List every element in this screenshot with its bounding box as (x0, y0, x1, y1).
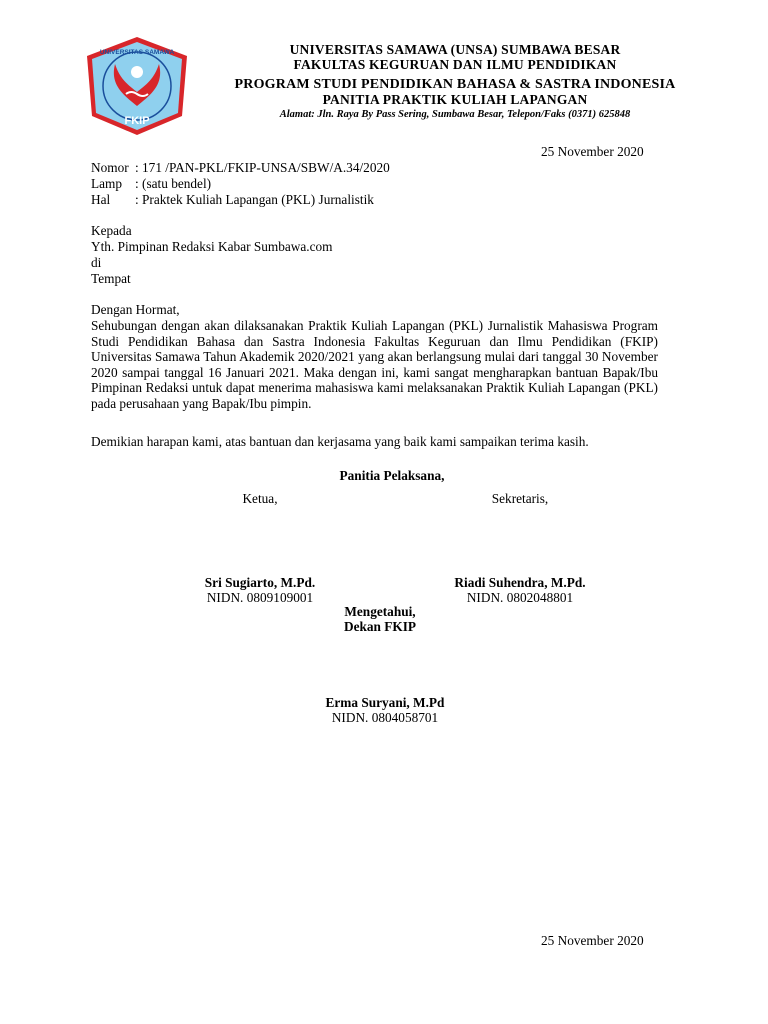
chair-nidn: NIDN. 0809109001 (206, 590, 314, 605)
recipient-line: di (91, 255, 102, 270)
committee-label: Panitia Pelaksana, (339, 468, 445, 483)
dean-name: Erma Suryani, M.Pd (325, 695, 445, 710)
meta-hal: Hal : Praktek Kuliah Lapangan (PKL) Jurnalistik (91, 192, 374, 207)
greeting: Dengan Hormat, (91, 302, 180, 317)
committee-name: PANITIA PRAKTIK KULIAH LAPANGAN (322, 92, 588, 107)
meta-nomor: Nomor : 171 /PAN-PKL/FKIP-UNSA/SBW/A.34/2020 (91, 160, 390, 175)
chair-name: Sri Sugiarto, M.Pd. (204, 575, 316, 590)
chair-title: Ketua, (242, 491, 278, 506)
letter-date: 25 November 2020 (541, 144, 644, 159)
footer-date: 25 November 2020 (541, 933, 644, 948)
recipient-line: Tempat (91, 271, 131, 286)
secretary-name: Riadi Suhendra, M.Pd. (454, 575, 586, 590)
dean-title: Dekan FKIP (343, 619, 417, 634)
closing-paragraph: Demikian harapan kami, atas bantuan dan kerjasama yang baik kami sampaikan terima kasih. (91, 434, 589, 449)
svg-text:FKIP: FKIP (124, 115, 150, 127)
secretary-nidn: NIDN. 0802048801 (466, 590, 574, 605)
letterhead-address: Alamat: Jln. Raya By Pass Sering, Sumbawa Besar, Telepon/Faks (0371) 625848 (279, 109, 631, 120)
recipient-line: Kepada (91, 223, 132, 238)
faculty-name: FAKULTAS KEGURUAN DAN ILMU PENDIDIKAN (293, 57, 617, 72)
program-name: PROGRAM STUDI PENDIDIKAN BAHASA & SASTRA INDONESIA (234, 77, 676, 92)
dean-nidn: NIDN. 0804058701 (331, 710, 439, 725)
recipient-line: Yth. Pimpinan Redaksi Kabar Sumbawa.com (91, 239, 333, 254)
university-name: UNIVERSITAS SAMAWA (UNSA) SUMBAWA BESAR (289, 42, 621, 57)
svg-text:UNIVERSITAS SAMAWA: UNIVERSITAS SAMAWA (99, 49, 175, 56)
acknowledged-label: Mengetahui, (344, 604, 416, 619)
meta-lamp: Lamp : (satu bendel) (91, 176, 212, 191)
body-paragraph: Sehubungan dengan akan dilaksanakan Praktik Kuliah Lapangan (PKL) Jurnalistik Mahasiswa Program Studi Pendidikan Bahasa dan Sastra Indonesia Fakultas Keguruan dan Ilmu Pendidikan (FKIP) Universitas Samawa Tahun Akademik 2020/2021 yang akan berlangsung mulai dari tanggal 30 November 2020 sampai tanggal 16 Januari 2021. Maka dengan ini, kami sangat mengharapkan bantuan Bapak/Ibu Pimpinan Redaksi untuk dapat menerima mahasiswa kami melaksanakan Praktik Kuliah Lapangan (PKL) pada perusahaan yang Bapak/Ibu pimpin. (91, 318, 658, 411)
secretary-title: Sekretaris, (491, 491, 549, 506)
university-logo (82, 34, 192, 138)
